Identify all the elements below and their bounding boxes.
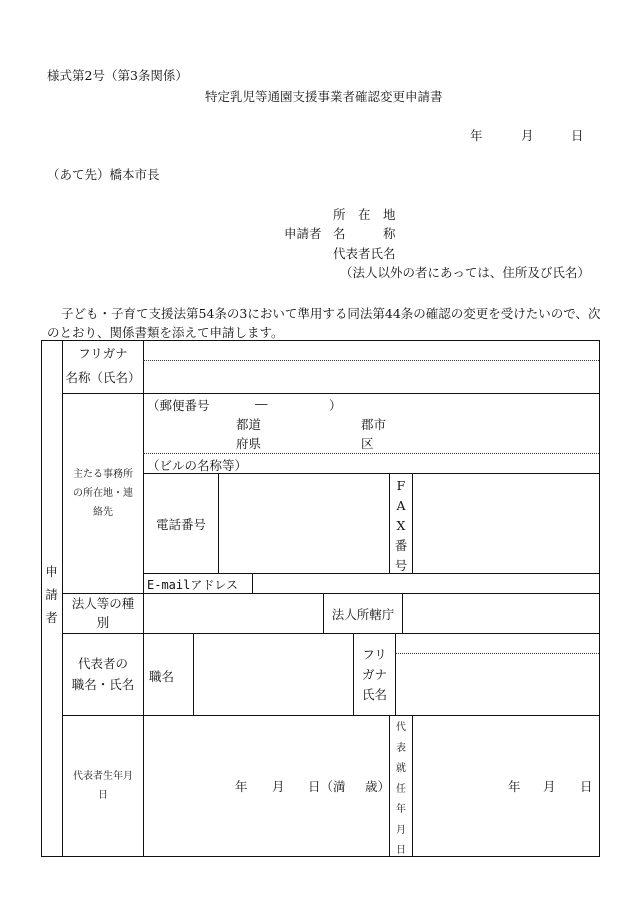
corporation-authority-input[interactable] xyxy=(404,595,598,632)
appointment-year: 年 xyxy=(508,779,521,794)
birth-year: 年 xyxy=(235,779,248,794)
appointment-date-label: 代 表 就 任 年 月 日 xyxy=(396,722,406,856)
building-name-label: （ビルの名称等） xyxy=(147,458,248,473)
postal-dash: ― xyxy=(255,396,268,411)
prefecture-label-top: 都道 xyxy=(236,417,262,432)
representative-label: 代表者氏名 xyxy=(333,246,396,261)
entity-name-label: 名称（氏名） xyxy=(65,370,141,385)
appointment-month: 月 xyxy=(543,779,556,794)
phone-input[interactable] xyxy=(220,475,388,572)
application-statement-line2: のとおり、関係書類を添えて申請します。 xyxy=(47,325,284,340)
form-number: 様式第2号（第3条関係） xyxy=(47,68,188,83)
birth-age-close: 歳） xyxy=(365,779,391,794)
date-day: 日 xyxy=(571,128,584,143)
email-input[interactable] xyxy=(254,575,598,592)
name-label: 名 称 xyxy=(333,226,396,241)
application-statement-line1: 子ども・子育て支援法第54条の3において準用する同法第44条の確認の変更を受けたいので、次 xyxy=(61,306,601,321)
document-title: 特定乳児等通園支援事業者確認変更申請書 xyxy=(205,89,443,104)
corporation-type-input[interactable] xyxy=(145,595,322,632)
representative-birthdate-label: 代表者生年月 日 xyxy=(73,771,133,801)
table-side-label: 申 請 者 xyxy=(45,564,58,626)
job-title-label: 職名 xyxy=(149,669,175,684)
postal-code-label: （郵便番号 xyxy=(147,398,210,413)
furigana-name-label: フリ ガナ 氏名 xyxy=(361,646,387,702)
fax-input[interactable] xyxy=(414,475,598,572)
furigana-label: フリガナ xyxy=(78,346,128,361)
address-label: 所 在 地 xyxy=(333,207,396,222)
email-label: E-mailアドレス xyxy=(147,578,238,592)
furigana-input[interactable] xyxy=(145,342,597,359)
city-label: 郡市 xyxy=(361,417,387,432)
prefecture-label-bottom: 府県 xyxy=(236,436,262,451)
date-month: 月 xyxy=(521,128,534,143)
birth-day-age-open: 日（満 xyxy=(308,779,346,794)
appointment-day: 日 xyxy=(580,779,593,794)
corporation-type-label: 法人等の種 別 xyxy=(71,596,135,630)
job-title-input[interactable] xyxy=(195,635,352,714)
representative-name-label: 代表者の 職名・氏名 xyxy=(71,655,135,692)
representative-furigana-input[interactable] xyxy=(397,635,598,652)
postal-close: ） xyxy=(329,398,342,413)
phone-label: 電話番号 xyxy=(155,516,206,532)
corporation-authority-label: 法人所轄庁 xyxy=(331,606,395,622)
entity-name-input[interactable] xyxy=(145,362,597,392)
applicant-label: 申請者 xyxy=(284,226,322,241)
office-address-label: 主たる事務所 の所在地・連 絡先 xyxy=(73,469,133,518)
birth-month: 月 xyxy=(272,779,285,794)
fax-label: F A X 番 号 xyxy=(394,478,408,573)
non-corporation-note: （法人以外の者にあっては、住所及び氏名） xyxy=(340,265,590,280)
ward-label: 区 xyxy=(361,436,374,451)
representative-name-input[interactable] xyxy=(397,655,598,714)
addressee: （あて先）橋本市長 xyxy=(47,167,160,182)
date-year: 年 xyxy=(470,128,483,143)
